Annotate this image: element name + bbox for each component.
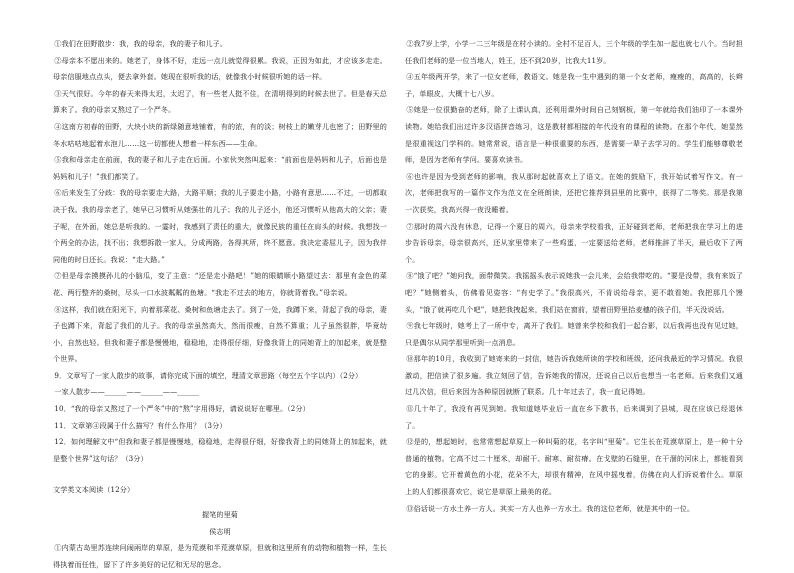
paragraph: ⑤她是一位很勤奋的老师，除了上课认真，还利用课外时间自己刻钢板，第一年就给我们油印了一本课外读物。她给我们出过许多汉语拼音练习，这是教材都相接的年代没有的课程的读物。在那个年代，她显然是很重视这门学科的。她常常说，语言是一种很重要的东西，是需要一辈子去学习的。学生们能够尊敬老师，是因为老师有学问。要喜欢读书。 [405,105,743,165]
paragraph: ③天气很好。今年的春天来得太迟，太迟了，有一些老人挺不住，在清明得到的时候去世了。但是春天总算来了。我的母亲又熬过了一个严冬。 [53,88,387,115]
paragraph: ⑧这样，我们就在阳光下，向着那菜花、桑树和鱼塘走去了。到了一处，我蹲下来，背起了我的母亲，妻子也蹲下来，背起了我们的儿子。我的母亲虽然高大，然而很瘦，自然不算重；儿子虽然很胖，毕竟幼小，自然也轻。但我和妻子都是慢慢地，稳稳地，走得很仔细，好像我背上的同她背上的加起来，就是整个世界。 [53,304,387,364]
paragraph: ①我们在田野散步：我，我的母亲，我的妻子和儿子。 [54,39,228,48]
essay-title: 握笔的里菊 [202,510,238,520]
question: 10．“我的母亲又熬过了一个严冬”中的“熬”字用得好，请说说好在哪里。（2分） [54,404,310,414]
essay-author: 侯志明 [209,526,231,536]
right-column [405,36,743,517]
left-column [53,36,387,573]
paragraph: ⑦那时的周六没有休息，记得一个夏日的周六，母亲来学校看我，正好碰到老师，老师把我在学习上的进步告诉母亲，母亲很高兴，还从家里带来了一些鸡蛋，一定要送给老师，老师推辞了半天，最后收下了两个。 [405,221,743,264]
paragraph: ⑦但是母亲摸摸孙儿的小脑瓜，变了主意：“还是走小路吧！”她的眼睛顺小路望过去：那里有金色的菜花、两行整齐的桑树，尽头一口水波粼粼的鱼塘。“我走不过去的地方，你就背着我。”母亲说。 [53,271,387,297]
paragraph: ④五年级两开学，来了一位女老师，教语文。她是我一生中遇到的第一个女老师，瘦瘦的，高高的，长辫子，单眼皮，大概十七八岁。 [405,72,743,98]
question-blanks: 一家人散步——______——______——______ [54,387,200,397]
paragraph: ②母亲本不愿出来的。她老了，身体不好，走远一点儿就觉得很累。我说，正因为如此，才应该多走走。母亲信服地点点头，便去拿外套。她现在很听我的话，就像我小时候很听她的话一样。 [53,55,387,82]
question: 9．文章写了一家人散步的故事，请你完成下面的填空，理清文章思路（每空五个字以内）（2分） [54,370,363,380]
paragraph: ⑪几十年了，我没有再见到她。我知道她毕业后一直在乡下教书，后来调到了县城，现在应该已经退休了。 [405,404,743,430]
paragraph: ①内蒙古岛里苏连续问闹兩岸的草原，是为荒漠和半荒漠草原，但就和这里所有的动物和植物一样，生长得执着而任性，留下了许多美好的记忆和无尽的思念。 [53,543,387,569]
paragraph: ⑥后来发生了分歧：我的母亲要走大路，大路平顺；我的儿子要走小路，小路有意思……不过，一切都取决于我。我的母亲老了，她早已习惯听从她强壮的儿子；我的儿子还小，他还习惯听从他高大的父亲；妻子呢，在外面，她总是听我的。一霎时，我感到了责任的重大，就像民族的重任在肩头的时候。我想找一个两全的办法，找不出；我想拆散一家人，分成两路，各得其所，终不愿意。我决定委屈儿子，因为我伴同他的时日还长。我说：“走大路。” [53,188,387,264]
paragraph: ④这南方初春的田野，大块小块的新绿随意地铺着，有的浓，有的淡；树枝上的嫩芽儿也密了；田野里的冬水咕咕地起着水泡儿……这一切都使人想着一样东西——生命。 [53,121,387,148]
paragraph: ⑨我七年级时，她考上了一所中专，离开了我们。她曾来学校和我们一起合影，以后我再也没有见过她，只是偶尔从同学那里听到一点消息。 [405,321,743,347]
paragraph: ⑩那年的10月，我收到了她寄来的一封信，她告诉我她所读的学校和班级，还问我最近的学习情况。我很激动，把信读了很多遍。我立刻回了信，告诉她我的情况，还说自己以后也想当一名老师。后来我们又通过几次信，但后来因为各种原因就断了联系。几十年过去了，我一直记得她。 [405,354,743,397]
paragraph: ②我7岁上学，小学一二三年级是在村小读的。全村不足百人，三个年级的学生加一起也就七八个。当时担任我们老师的是一位当地人，姓王，还不到20岁，比我大11岁。 [405,39,743,65]
paragraph: ⑬俗话说一方水土养一方人。其实一方人也养一方水土。我的这位老师，就是其中的一位。 [406,503,695,513]
section-title: 文学类文本阅读（12分） [53,485,135,495]
paragraph: ⑧“饿了吧？”她问我，面带微笑。我摇摇头表示说她我一会儿来，会给我带吃的。“要是没带，我有来饭了吧？”她侧着头，仿佛看见姿容：“有史学了。”我很高兴，不肯说给母亲，更不敢看她。我把那几个馒头，“饿了就再吃几个吧”，她把我拽起来，我们站在窗前，望着田野里拾麦穗的孩子们，半天没说话。 [405,271,743,314]
paragraph: ⑤我和母亲走在前面，我的妻子和儿子走在后面。小家伙突然叫起来：“前面也是妈妈和儿子，后面也是妈妈和儿子！”我们都笑了。 [53,155,387,181]
question: 12．如何理解文中“但我和妻子都是慢慢地，稳稳地，走得很仔细，好像我背上的同她背上的加起来，就是整个世界”这句话？（3分） [53,437,387,463]
question: 11．文章第④段属于什么描写？有什么作用？（3分） [54,420,227,430]
paragraph: ⑥也许是因为受到老师的影响，我从那时起就喜欢上了语文。在她的鼓励下，我开始试着写作文。有一次，老师把我写的一篇作文作为范文在全班朗读，还把它推荐到县里的比赛中，获得了二等奖。那是我第一次获奖，我高兴得一夜没睡着。 [405,171,743,214]
paragraph: ⑫是的，想起她时，也常常想起草原上一种叫菊的花，名字叫“里菊”。它生长在荒漠草原上，是一种十分普通的植物。它高不过二十厘米，却耐干、耐寒、耐贫瘠。在戈壁的石缝里，在干涸的河床上，都能看到它的身影。它开着黄色的小花，花朵不大，却很有精神，在风中摇曳着，仿佛在向人们诉说着什么。草原上的人们都很喜欢它，说它是草原上最美的花。 [405,437,743,497]
